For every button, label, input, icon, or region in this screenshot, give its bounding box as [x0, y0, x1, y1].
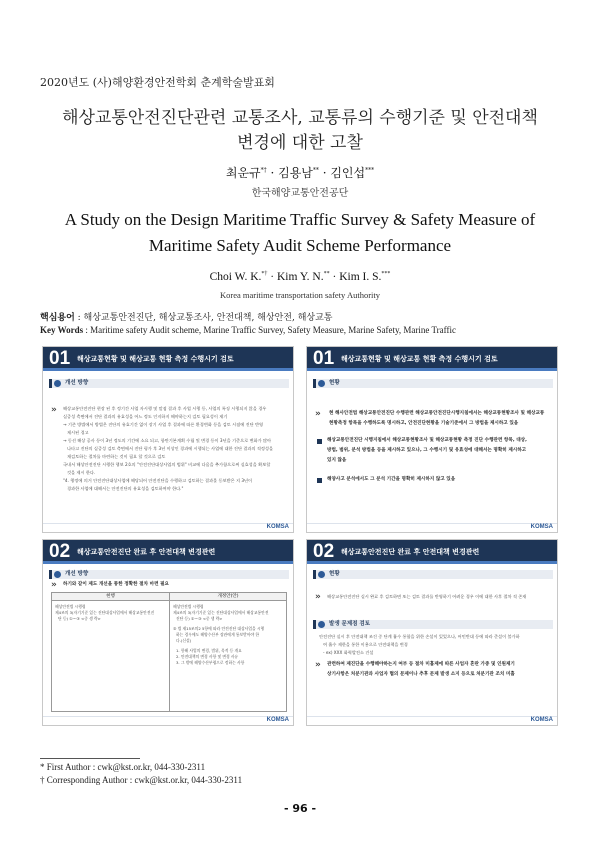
slide-figure-1 [42, 346, 294, 533]
author-ko-2-mark: ** [312, 167, 319, 174]
komsa-logo: KOMSA [530, 524, 553, 530]
slide-subheading-text: 개선 방향 [65, 380, 89, 386]
slide-subheading-text: 발생 문제점 검토 [329, 621, 371, 627]
table-cell: 하는 경우에도 해양수산부 장관에게 통보받아야 한 [176, 632, 260, 637]
table-cell: 제4조의 3(자기기준 있는 진단대상사업에서 해상교통안전진 [55, 610, 155, 615]
slide-header [43, 347, 293, 371]
footnote-corresponding-author: † Corresponding Author : cwk@kst.or.kr, 044-330-2311 [40, 775, 243, 785]
table-cell: 해상안전법 시행령 [55, 604, 86, 609]
bullet-square-icon [317, 439, 322, 444]
affiliation-english: Korea maritime transportation safety Authority [219, 290, 381, 300]
comparison-table [51, 592, 287, 712]
slide-line: 제시된 경고 [67, 430, 89, 435]
keywords-english-label: Key Words [40, 325, 84, 335]
bullet-circle-icon [54, 380, 61, 387]
keywords-korean-label: 핵심용어 [40, 313, 75, 323]
slide-number: 01 [313, 348, 335, 369]
slide-subheading-text: 현황 [329, 571, 340, 577]
slide-title: 해상교통현황 및 해상교통 현황 측정 수행시기 검토 [77, 355, 234, 363]
table-divider [169, 601, 170, 711]
slide-line: - ex) XXX 화력발전소 건설 [323, 650, 374, 655]
komsa-logo: KOMSA [530, 717, 553, 723]
chevron-right-icon: » [51, 580, 57, 590]
keywords-korean [40, 310, 332, 323]
slide-number: 01 [49, 348, 71, 369]
bullet-circle-icon [318, 571, 325, 578]
title-english-line1: A Study on the Design Maritime Traffic Survey & Safety Measure of [64, 210, 536, 229]
keywords-english [40, 325, 456, 335]
table-cell: 1. 항해 사업의 변경, 범위, 목적 등 개요 [176, 648, 242, 653]
keywords-english-text: : Maritime safety Audit scheme, Marine Traffic Survey, Safety Measure, Marine Safety, Marine Traffic [83, 325, 457, 335]
slide-subheading [313, 570, 553, 579]
table-cell: 2. 안전대책의 변경 사항 및 변경 사유 [176, 654, 239, 659]
title-korean-line1: 해상교통안전진단관련 교통조사, 교통류의 수행기준 및 안전대책 [62, 108, 538, 128]
slide-line: 해상교통안전진단 시행지침에서 해상교통현황조사 및 해상교통현황 측정 진단 수행관련 항목, 대상, [327, 438, 527, 443]
table-cell: 다.(신설) [176, 638, 192, 643]
slide-line: 안전진단 실시 후 안전대책 조건 중 단계 흡수 통합을 위한 손설이 있었으나, 어민반대 등에 따라 준설이 불가하 [319, 634, 520, 639]
footnote-first-author: * First Author : cwk@kst.or.kr, 044-330-2311 [40, 762, 206, 772]
table-header-revised: 개정안(안) [169, 593, 286, 601]
komsa-logo: KOMSA [266, 717, 289, 723]
table-cell: 단 등) ①～③ <중 생 략> [58, 616, 101, 621]
title-english-line2: Maritime Safety Audit Scheme Performance [148, 236, 452, 255]
slide-header [307, 347, 557, 371]
komsa-logo: KOMSA [266, 524, 289, 530]
slide-figure-4 [306, 539, 558, 726]
table-cell: ⑤ 법 제15조의2 5항에 따라 안전진단 대상사업을 시행 [173, 626, 265, 631]
slide-line: 상기사항은 처분기관과 사업자 협의 문제이나 추후 문제 발생 소지 등으로 처분기관 조치 미흡 [327, 672, 515, 677]
table-cell: 해상안전법 시행령 [173, 604, 204, 609]
slide-number: 02 [49, 541, 71, 562]
slide-line: 관련하여 제진단을 수행해야하는지 여부 등 절차 미흡제에 따른 사업자 혼란 가중 및 인원제기 [327, 662, 515, 667]
slide-line: 실증성 측면에서 진단 결과의 유효성을 어느 정도 인지하지 해야하는지 검토 필요성이 제기 [63, 414, 228, 419]
author-en-3: · Kim I. S. [329, 271, 382, 283]
slide-subheading [49, 379, 289, 388]
table-cell: 3. 그 밖에 해양수산부령으로 정하는 사항 [176, 660, 245, 665]
slide-footer-bar [307, 716, 557, 725]
author-ko-1-mark: *† [260, 167, 267, 174]
author-ko-1: 최운규 [225, 166, 261, 180]
slide-line: "4. 행정에 의거 안전진단대상사업에 해당되어 안전진단을 수행하고 검토하는 결과물 동보받은 지 3년이 [63, 478, 253, 483]
author-en-2-mark: ** [323, 271, 330, 278]
author-en-1-mark: *† [261, 271, 268, 278]
slide-title: 해상교통현황 및 해상교통 현황 측정 수행시기 검토 [341, 355, 498, 363]
chevron-right-icon: » [315, 592, 321, 602]
slide-line: 나타고 진단의 실증성 검토 측면에서 진단 평가 후 3년 이상인 경과에 시행되는 사업에 대한 진단 결과의 적정성을 [67, 446, 273, 451]
slide-line: 방법, 범위, 분석 방법을 등을 제시하고 있으나, 그 수행시기 및 유효성에 대해서는 명확히 제시하고 [327, 448, 527, 453]
conference-header: 2020년도 (사)해양환경안전학회 춘계학술발표회 [40, 76, 275, 89]
slide-subheading [313, 620, 553, 629]
slide-header [43, 540, 293, 564]
slide-line: 해양사고 분석에서도 그 분석 기간을 명확히 제시하지 않고 있음 [327, 477, 456, 482]
author-en-1: Choi W. K. [209, 271, 262, 283]
chevron-right-icon: » [315, 660, 321, 670]
slide-line: 것을 제시 한다. [67, 470, 96, 475]
chevron-right-icon: » [51, 405, 57, 415]
slide-subheading-text: 개선 방향 [65, 571, 89, 577]
slide-header [307, 540, 557, 564]
affiliation-korean: 한국해양교통안전공단 [251, 188, 349, 199]
authors-korean [0, 164, 600, 181]
bullet-square-icon [317, 478, 322, 483]
table-header-current: 현행 [52, 593, 169, 601]
slide-subheading [49, 570, 289, 579]
slide-title: 해상교통안전진단 완료 후 안전대책 변경관련 [341, 548, 480, 556]
slide-intro: 하기와 같이 제도 개선을 통한 정확한 절차 마련 필요 [63, 582, 169, 587]
author-en-2: · Kim Y. N. [267, 271, 324, 283]
chevron-right-icon: » [315, 409, 321, 419]
slide-line: → 기존 방법에서 방법은 진단의 유효기간 없이 장기 사업 후 결과에 따른 환경변화 등을 검토 시점에 진단 반영 [63, 422, 264, 427]
slide-title: 해상교통안전진단 완료 후 안전대책 변경관련 [77, 548, 216, 556]
table-cell: 진단 등) ①～③ <중 생 략> [176, 616, 223, 621]
author-ko-3: · 김인섭 [318, 166, 366, 180]
slide-line: 있지 않음 [327, 458, 347, 463]
bullet-circle-icon [54, 571, 61, 578]
slide-line: 여 흡수 제한을 통한 이용으로 안전대책을 변경 [323, 642, 408, 647]
slide-line: 재검토하는 절차를 마련하는 것이 필요 할 것으로 검토 [67, 454, 166, 459]
footnote-rule [40, 758, 140, 759]
author-ko-3-mark: *** [365, 167, 375, 174]
authors-english [0, 271, 600, 283]
author-ko-2: · 김용남 [266, 166, 313, 180]
slide-subheading [313, 379, 553, 388]
bullet-circle-icon [318, 621, 325, 628]
page-number: - 96 - [283, 802, 317, 815]
table-cell: 제4조의 3(자기기준 있는 진단대상사업에서 해상교통안전 [173, 610, 269, 615]
slide-line: 현황측정 항목을 수행하도록 명시하고, 안전진단현황을 기술기준에서 그 방법을 제시하고 있음 [329, 421, 519, 426]
slide-footer-bar [307, 523, 557, 532]
title-korean-line2: 변경에 대한 고찰 [237, 133, 363, 153]
slide-footer-bar [43, 523, 293, 532]
slide-subheading-text: 현황 [329, 380, 340, 386]
slide-number: 02 [313, 541, 335, 562]
bullet-circle-icon [318, 380, 325, 387]
slide-figure-2 [306, 346, 558, 533]
slide-line: 현 해사안전법 해상교통안전진단 수행관련 해상교통안전진단시행지침에서는 해상교통현황조사 및 해상교통 [329, 411, 545, 416]
slide-line: 경과한 사업에 대해서는 안전진단의 유효성을 검토하여야 한다." [67, 486, 184, 491]
keywords-korean-text: : 해상교통안전진단, 해상교통조사, 안전대책, 해상안전, 해상교통 [74, 313, 333, 323]
author-en-3-mark: *** [381, 271, 391, 278]
slide-footer-bar [43, 716, 293, 725]
slide-figure-3 [42, 539, 294, 726]
slide-line: 해상교통안전진단 현장 된 후 정기간 사업 자시행 및 말점 결과 후 사업 시행 등, 사업의 특징 시행되지 않을 경우 [63, 406, 267, 411]
slide-line: → 동선 해상 공사 등이 3년 정도의 기간에 소요 되고, 항만기본계획 수립 및 변경 등이 3년을 기준으로 변화가 많아 [63, 438, 272, 443]
slide-line: 국내서 해상안전진단 시행한 행보 2호의 "안전진단대상사업의 범위" 비교에 다음을 추가함으로써 실효성을 확보할 [63, 462, 271, 467]
slide-line: 해상교통안전진단 실시 완료 후 검토하면 또는 검토 결과를 반영하기 어려운 경우 이에 대한 사후 절차 적 존재 [327, 594, 527, 599]
